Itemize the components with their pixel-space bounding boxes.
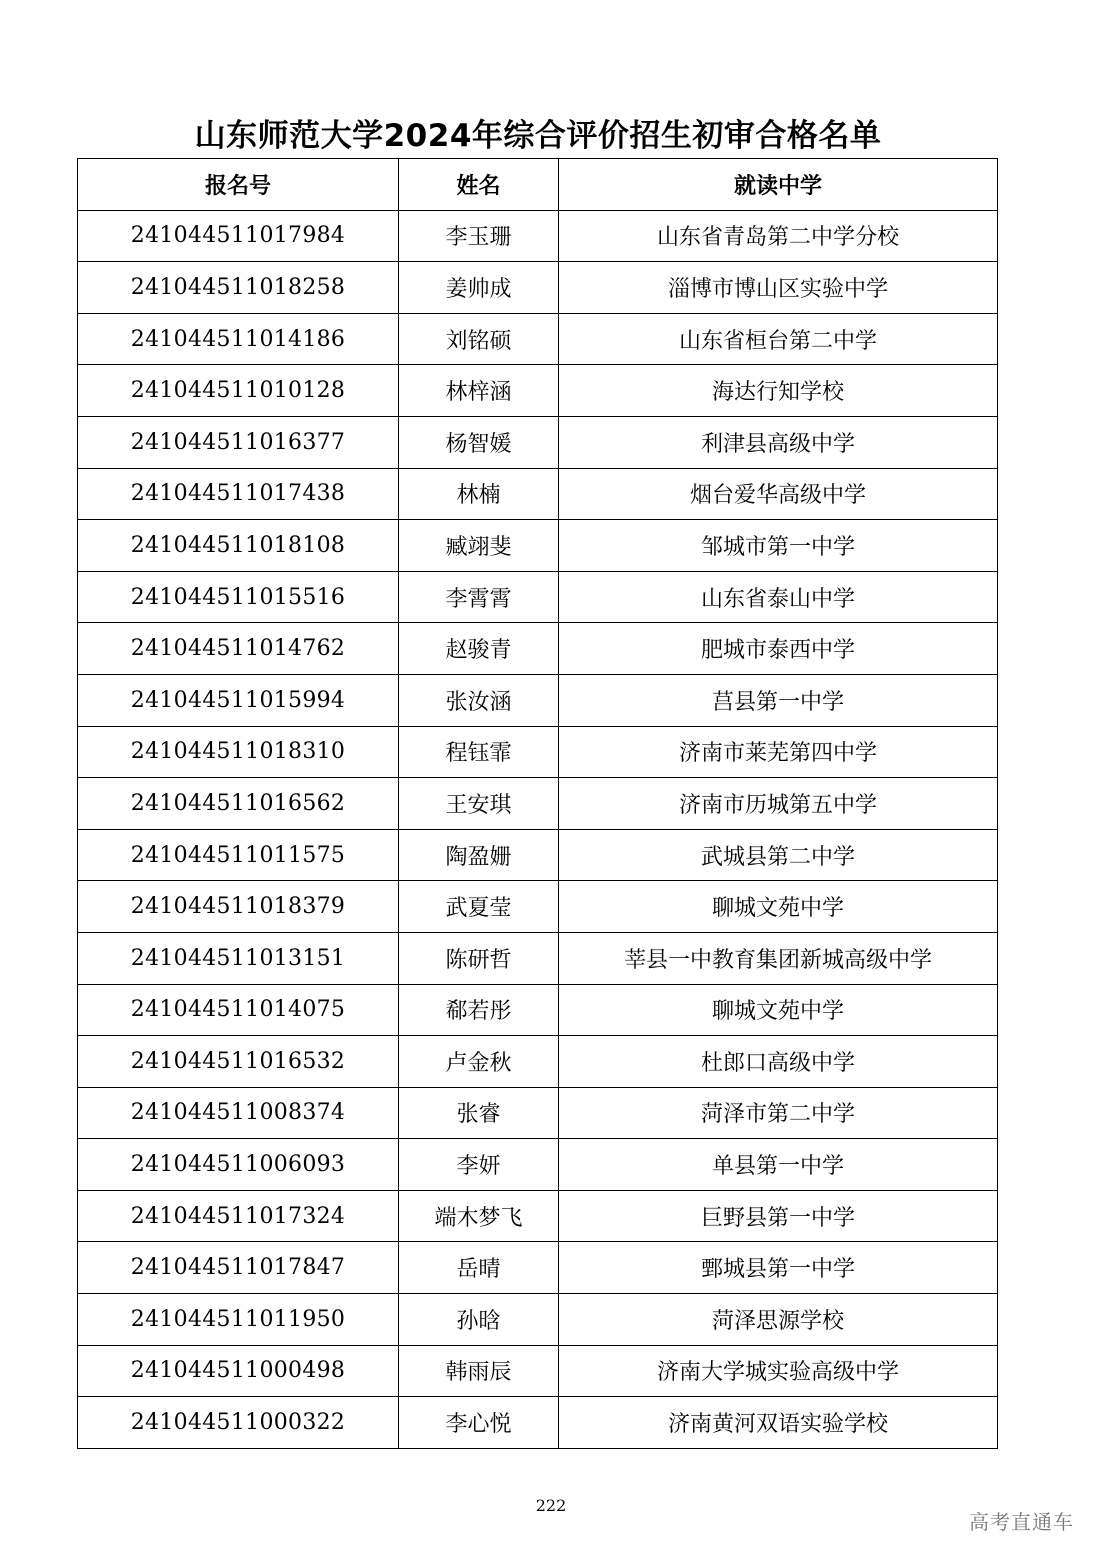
student-name-cell: 张汝涵	[399, 674, 559, 726]
table-row	[78, 1087, 998, 1139]
registration-number-cell: 241044511016562	[78, 778, 399, 830]
registration-number-cell: 241044511018258	[78, 262, 399, 314]
school-cell: 鄄城县第一中学	[559, 1242, 998, 1294]
registration-number-cell: 241044511011575	[78, 829, 399, 881]
student-name-cell: 李玉珊	[399, 210, 559, 262]
registration-number-cell: 241044511014186	[78, 313, 399, 365]
registration-number-cell: 241044511000498	[78, 1345, 399, 1397]
table-row	[78, 1294, 998, 1346]
student-name-cell: 李霄霄	[399, 571, 559, 623]
student-name-cell: 孙晗	[399, 1294, 559, 1346]
registration-number-cell: 241044511006093	[78, 1139, 399, 1191]
registration-number-cell: 241044511015994	[78, 674, 399, 726]
table-row	[78, 984, 998, 1036]
school-cell: 山东省泰山中学	[559, 571, 998, 623]
student-name-cell: 李妍	[399, 1139, 559, 1191]
student-name-cell: 端木梦飞	[399, 1190, 559, 1242]
table-row	[78, 313, 998, 365]
student-name-cell: 刘铭硕	[399, 313, 559, 365]
registration-number-cell: 241044511018310	[78, 726, 399, 778]
registration-number-cell: 241044511016377	[78, 416, 399, 468]
registration-number-cell: 241044511016532	[78, 1036, 399, 1088]
table-row	[78, 1139, 998, 1191]
table-row	[78, 726, 998, 778]
school-cell: 肥城市泰西中学	[559, 623, 998, 675]
table-row	[78, 416, 998, 468]
registration-number-cell: 241044511017847	[78, 1242, 399, 1294]
school-cell: 莘县一中教育集团新城高级中学	[559, 932, 998, 984]
student-name-cell: 武夏莹	[399, 881, 559, 933]
table-row	[78, 210, 998, 262]
registration-number-cell: 241044511008374	[78, 1087, 399, 1139]
table-row	[78, 932, 998, 984]
table-row	[78, 829, 998, 881]
table-row	[78, 262, 998, 314]
student-name-cell: 杨智媛	[399, 416, 559, 468]
student-name-cell: 林楠	[399, 468, 559, 520]
registration-number-cell: 241044511013151	[78, 932, 399, 984]
student-name-cell: 李心悦	[399, 1397, 559, 1449]
registration-number-cell: 241044511011950	[78, 1294, 399, 1346]
registration-number-cell: 241044511017984	[78, 210, 399, 262]
school-cell: 济南大学城实验高级中学	[559, 1345, 998, 1397]
school-cell: 山东省桓台第二中学	[559, 313, 998, 365]
school-cell: 邹城市第一中学	[559, 520, 998, 572]
registration-number-cell: 241044511010128	[78, 365, 399, 417]
page-number: 222	[535, 1496, 567, 1515]
registration-number-cell: 241044511014075	[78, 984, 399, 1036]
school-cell: 聊城文苑中学	[559, 881, 998, 933]
student-name-cell: 姜帅成	[399, 262, 559, 314]
table-header-row	[78, 159, 998, 211]
admission-list-table	[77, 158, 998, 1449]
school-cell: 武城县第二中学	[559, 829, 998, 881]
table-row	[78, 468, 998, 520]
school-cell: 淄博市博山区实验中学	[559, 262, 998, 314]
student-name-cell: 陶盈姗	[399, 829, 559, 881]
header-registration-number: 报名号	[78, 159, 399, 211]
school-cell: 山东省青岛第二中学分校	[559, 210, 998, 262]
school-cell: 海达行知学校	[559, 365, 998, 417]
table-row	[78, 623, 998, 675]
table-row	[78, 1345, 998, 1397]
school-cell: 济南市莱芜第四中学	[559, 726, 998, 778]
student-name-cell: 卢金秋	[399, 1036, 559, 1088]
registration-number-cell: 241044511000322	[78, 1397, 399, 1449]
student-name-cell: 林梓涵	[399, 365, 559, 417]
student-name-cell: 韩雨辰	[399, 1345, 559, 1397]
registration-number-cell: 241044511015516	[78, 571, 399, 623]
table-row	[78, 520, 998, 572]
table-row	[78, 778, 998, 830]
registration-number-cell: 241044511014762	[78, 623, 399, 675]
school-cell: 济南市历城第五中学	[559, 778, 998, 830]
header-name: 姓名	[399, 159, 559, 211]
table-row	[78, 1397, 998, 1449]
document-title: 山东师范大学2024年综合评价招生初审合格名单	[194, 118, 882, 154]
school-cell: 莒县第一中学	[559, 674, 998, 726]
school-cell: 济南黄河双语实验学校	[559, 1397, 998, 1449]
table-row	[78, 1242, 998, 1294]
student-name-cell: 赵骏青	[399, 623, 559, 675]
table-row	[78, 1190, 998, 1242]
student-name-cell: 程钰霏	[399, 726, 559, 778]
header-school: 就读中学	[559, 159, 998, 211]
table-row	[78, 1036, 998, 1088]
watermark: 高考直通车	[969, 1510, 1074, 1534]
school-cell: 利津县高级中学	[559, 416, 998, 468]
registration-number-cell: 241044511018108	[78, 520, 399, 572]
table-row	[78, 881, 998, 933]
table-row	[78, 674, 998, 726]
student-name-cell: 陈研哲	[399, 932, 559, 984]
student-name-cell: 王安琪	[399, 778, 559, 830]
school-cell: 菏泽市第二中学	[559, 1087, 998, 1139]
student-name-cell: 臧翊斐	[399, 520, 559, 572]
registration-number-cell: 241044511018379	[78, 881, 399, 933]
school-cell: 聊城文苑中学	[559, 984, 998, 1036]
registration-number-cell: 241044511017324	[78, 1190, 399, 1242]
school-cell: 巨野县第一中学	[559, 1190, 998, 1242]
school-cell: 烟台爱华高级中学	[559, 468, 998, 520]
table-row	[78, 571, 998, 623]
table-row	[78, 365, 998, 417]
student-name-cell: 郗若彤	[399, 984, 559, 1036]
student-name-cell: 岳晴	[399, 1242, 559, 1294]
student-name-cell: 张睿	[399, 1087, 559, 1139]
school-cell: 杜郎口高级中学	[559, 1036, 998, 1088]
school-cell: 菏泽思源学校	[559, 1294, 998, 1346]
school-cell: 单县第一中学	[559, 1139, 998, 1191]
registration-number-cell: 241044511017438	[78, 468, 399, 520]
